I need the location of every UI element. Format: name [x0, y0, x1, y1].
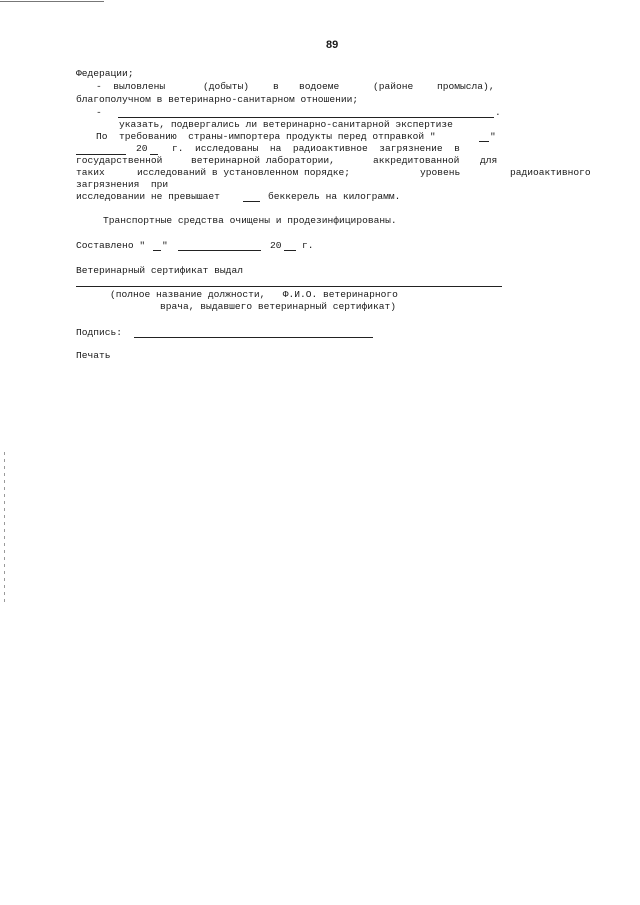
text-fragment: (районе [373, 81, 414, 92]
scan-edge-line [0, 1, 104, 2]
fill-in-blank[interactable] [118, 117, 494, 118]
text-fragment: исследовании не превышает [76, 191, 220, 202]
text-fragment: По требованию страны-импортера продукты перед отправкой " [96, 131, 436, 142]
text-fragment: Составлено " [76, 240, 146, 251]
text-fragment: " [490, 131, 496, 142]
fill-in-blank[interactable] [178, 250, 261, 251]
stamp-label: Печать [76, 350, 111, 361]
text-fragment: исследований в установленном порядке; [137, 167, 351, 178]
text-fragment: ветеринарной лаборатории, [191, 155, 335, 166]
text-fragment: уровень [420, 167, 461, 178]
text-line: Федерации; [76, 68, 134, 79]
fill-in-blank[interactable] [284, 250, 296, 251]
fill-in-blank[interactable] [76, 286, 502, 287]
text-fragment: " [162, 240, 168, 251]
text-fragment: беккерель на килограмм. [268, 191, 401, 202]
text-fragment: для [480, 155, 498, 166]
text-fragment: 20 [270, 240, 282, 251]
text-fragment: г. исследованы на радиоактивное загрязнение в [172, 143, 460, 154]
text-line-caught [96, 81, 165, 93]
caption-line: (полное название должности, Ф.И.О. ветеринарного [110, 289, 398, 300]
text-fragment: промысла), [437, 81, 495, 92]
text-fragment: аккредитованной [373, 155, 460, 166]
signature-field[interactable] [134, 337, 373, 338]
fill-in-blank[interactable] [243, 201, 260, 202]
text-fragment: - выловлены [96, 81, 166, 92]
text-line: Транспортные средства очищены и продезинфицированы. [103, 215, 397, 226]
text-fragment: в [273, 81, 279, 92]
text-fragment: г. [302, 240, 314, 251]
signature-label: Подпись: [76, 327, 123, 338]
caption-line: врача, выдавшего ветеринарный сертификат) [160, 301, 397, 312]
scan-edge-mark [4, 452, 5, 602]
fill-in-blank[interactable] [153, 250, 161, 251]
page-number: 89 [326, 39, 339, 51]
text-fragment: водоеме [299, 81, 340, 92]
text-fragment: 20 [136, 143, 148, 154]
text-line: указать, подвергались ли ветеринарно-санитарной экспертизе [119, 119, 453, 130]
text-line: благополучном в ветеринарно-санитарном отношении; [76, 94, 359, 105]
text-fragment: радиоактивного [510, 167, 591, 178]
text-fragment: (добыты) [203, 81, 250, 92]
text-fragment: таких [76, 167, 105, 178]
text-fragment: . [495, 107, 501, 118]
text-line: Ветеринарный сертификат выдал [76, 265, 243, 276]
fill-in-blank[interactable] [479, 141, 489, 142]
text-fragment: государственной [76, 155, 163, 166]
text-fragment: - [96, 107, 102, 118]
text-line: загрязнения при [76, 179, 169, 190]
